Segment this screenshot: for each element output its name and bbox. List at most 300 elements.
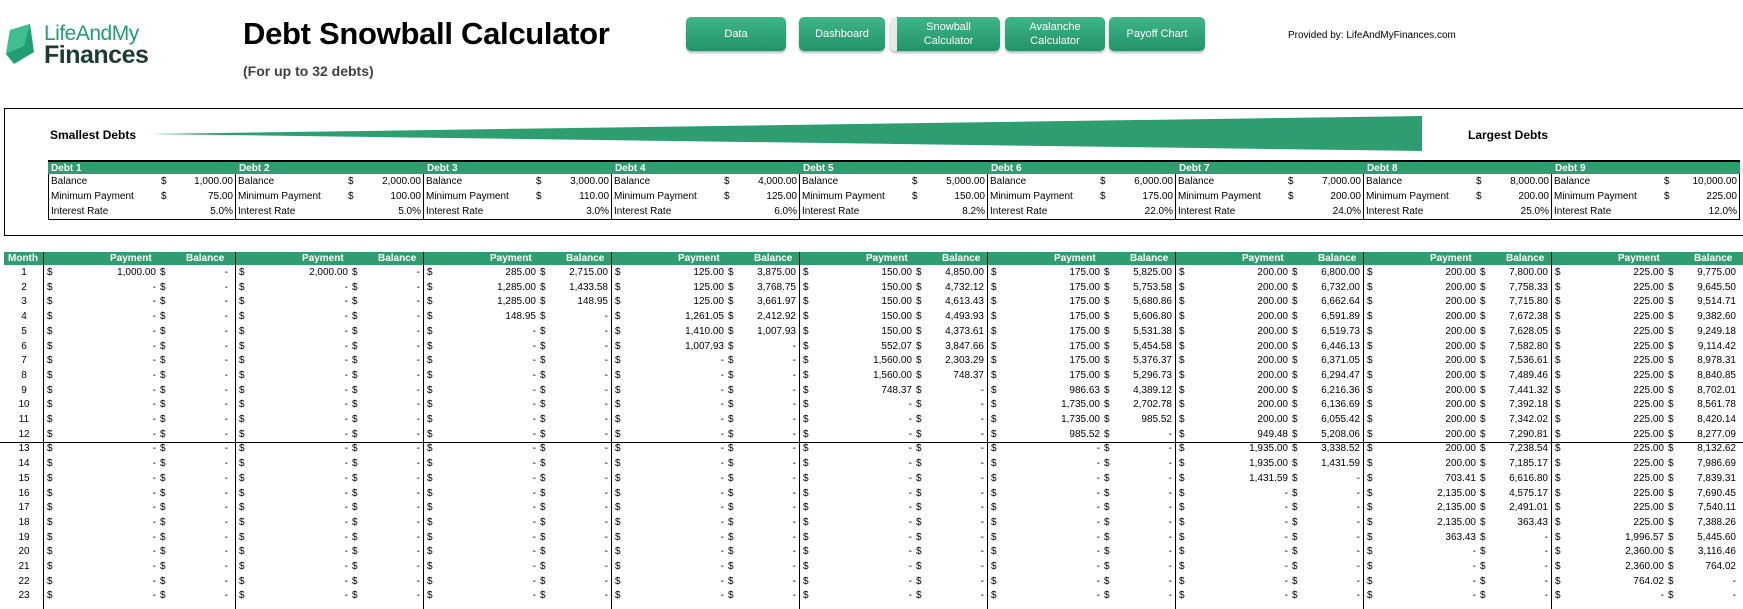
- currency-symbol: $: [1292, 502, 1298, 514]
- payment-cell: 125.00: [693, 281, 724, 293]
- balance-cell: 3,875.00: [757, 267, 796, 278]
- balance-cell: -: [792, 561, 796, 572]
- debt-name: Debt 7: [1176, 160, 1364, 174]
- payment-cell: 200.00: [1445, 428, 1476, 440]
- payment-cell: -: [1660, 590, 1664, 602]
- currency-symbol: $: [1555, 414, 1561, 425]
- minimum-value[interactable]: 200.00: [1518, 191, 1549, 202]
- currency-symbol: $: [1104, 311, 1110, 323]
- payment-cell: 2,135.00: [1437, 502, 1476, 514]
- currency-symbol: $: [1480, 281, 1486, 293]
- balance-value[interactable]: 10,000.00: [1692, 176, 1737, 187]
- currency-symbol: $: [1179, 311, 1185, 323]
- currency-symbol: $: [160, 487, 166, 499]
- payment-cell: 200.00: [1445, 340, 1476, 352]
- payment-cell: -: [152, 399, 156, 411]
- currency-symbol: $: [540, 546, 546, 558]
- balance-cell: -: [604, 340, 608, 352]
- payment-cell: -: [1284, 516, 1288, 528]
- currency-symbol: $: [160, 575, 166, 587]
- payment-cell: 200.00: [1445, 281, 1476, 293]
- rate-value[interactable]: 6.0%: [774, 206, 797, 217]
- nav-button-dashboard[interactable]: Dashboard: [799, 17, 885, 51]
- payment-header: Payment: [490, 253, 532, 264]
- currency-symbol: $: [1555, 340, 1561, 352]
- debt-summary-block: [1552, 160, 1740, 220]
- smallest-debts-label: Smallest Debts: [50, 128, 137, 142]
- rate-label: Interest Rate: [990, 206, 1048, 217]
- currency-symbol: $: [239, 340, 245, 352]
- currency-symbol: $: [1179, 443, 1185, 455]
- balance-row: [1364, 174, 1551, 189]
- currency-symbol: $: [916, 575, 922, 587]
- table-row: [4, 560, 1743, 575]
- currency-symbol: $: [1555, 355, 1561, 367]
- currency-symbol: $: [352, 561, 358, 572]
- currency-symbol: $: [352, 575, 358, 587]
- currency-symbol: $: [1292, 458, 1298, 470]
- currency-symbol: $: [160, 340, 166, 352]
- currency-symbol: $: [239, 369, 245, 381]
- currency-symbol: $: [803, 281, 809, 293]
- balance-cell: -: [980, 384, 984, 396]
- currency-symbol: $: [239, 414, 245, 425]
- payment-cell: 200.00: [1445, 443, 1476, 455]
- balance-cell: -: [416, 399, 420, 411]
- payment-cell: -: [152, 325, 156, 337]
- month-cell: 12: [18, 428, 30, 440]
- currency-symbol: $: [803, 384, 809, 396]
- minimum-value[interactable]: 225.00: [1706, 191, 1737, 202]
- rate-value[interactable]: 22.0%: [1144, 206, 1173, 217]
- nav-button-snowball-calculator[interactable]: Snowball Calculator: [890, 17, 1000, 51]
- payment-cell: -: [720, 443, 724, 455]
- currency-symbol: $: [728, 472, 734, 484]
- currency-symbol: $: [1179, 414, 1185, 425]
- minimum-value[interactable]: 75.00: [207, 191, 233, 202]
- balance-cell: 5,531.38: [1133, 325, 1172, 337]
- rate-value[interactable]: 25.0%: [1520, 206, 1549, 217]
- payment-cell: 225.00: [1633, 384, 1664, 396]
- payment-cell: 985.52: [1069, 428, 1100, 440]
- balance-row: [1176, 174, 1363, 189]
- currency-symbol: $: [991, 516, 997, 528]
- currency-symbol: $: [1555, 575, 1561, 587]
- balance-cell: 5,376.37: [1133, 355, 1172, 367]
- currency-symbol: $: [1367, 502, 1373, 514]
- balance-cell: -: [416, 516, 420, 528]
- currency-symbol: $: [1668, 502, 1674, 514]
- payment-cell: 175.00: [1069, 325, 1100, 337]
- debt-summary-block: [988, 160, 1176, 220]
- currency-symbol: $: [1668, 458, 1674, 470]
- payment-cell: 2,360.00: [1625, 561, 1664, 572]
- balance-cell: 764.02: [1705, 561, 1736, 572]
- payment-cell: 200.00: [1257, 369, 1288, 381]
- balance-cell: 6,446.13: [1321, 340, 1360, 352]
- currency-symbol: $: [916, 325, 922, 337]
- payment-cell: 200.00: [1257, 267, 1288, 278]
- balance-cell: -: [1356, 561, 1360, 572]
- payment-cell: 148.95: [505, 311, 536, 323]
- currency-symbol: $: [540, 384, 546, 396]
- month-cell: 16: [18, 487, 30, 499]
- nav-button-avalanche-calculator[interactable]: Avalanche Calculator: [1005, 17, 1105, 51]
- payment-cell: 200.00: [1445, 369, 1476, 381]
- currency-symbol: $: [239, 546, 245, 558]
- currency-symbol: $: [352, 296, 358, 308]
- table-row: [4, 310, 1743, 325]
- currency-symbol: $: [916, 311, 922, 323]
- currency-symbol: $: [47, 516, 53, 528]
- currency-symbol: $: [1480, 546, 1486, 558]
- payment-cell: -: [532, 590, 536, 602]
- currency-symbol: $: [1555, 516, 1561, 528]
- minimum-value[interactable]: 175.00: [1142, 191, 1173, 202]
- debt-name: Debt 4: [612, 160, 800, 174]
- payment-header: Payment: [1430, 253, 1472, 264]
- payment-cell: 1,261.05: [685, 311, 724, 323]
- currency-symbol: $: [47, 428, 53, 440]
- currency-symbol: $: [540, 575, 546, 587]
- payment-cell: 225.00: [1633, 267, 1664, 278]
- currency-symbol: $: [540, 340, 546, 352]
- currency-symbol: $: [991, 311, 997, 323]
- balance-row: [800, 174, 987, 189]
- payment-cell: -: [1096, 575, 1100, 587]
- balance-cell: -: [224, 443, 228, 455]
- balance-cell: -: [224, 267, 228, 278]
- payment-cell: 225.00: [1633, 399, 1664, 411]
- payment-cell: 1,735.00: [1061, 414, 1100, 425]
- balance-cell: -: [792, 472, 796, 484]
- currency-symbol: $: [1292, 428, 1298, 440]
- currency-symbol: $: [1179, 502, 1185, 514]
- rate-value[interactable]: 5.0%: [210, 206, 233, 217]
- currency-symbol: $: [239, 281, 245, 293]
- minimum-value[interactable]: 200.00: [1330, 191, 1361, 202]
- balance-value[interactable]: 2,000.00: [382, 176, 421, 187]
- rate-value[interactable]: 8.2%: [962, 206, 985, 217]
- payment-cell: 225.00: [1633, 325, 1664, 337]
- currency-symbol: $: [47, 487, 53, 499]
- payment-cell: 225.00: [1633, 369, 1664, 381]
- currency-symbol: $: [427, 428, 433, 440]
- balance-cell: -: [604, 516, 608, 528]
- currency-symbol: $: [1179, 487, 1185, 499]
- balance-cell: 4,850.00: [945, 267, 984, 278]
- currency-symbol: $: [991, 546, 997, 558]
- currency-symbol: $: [916, 487, 922, 499]
- currency-symbol: $: [728, 458, 734, 470]
- currency-symbol: $: [1480, 516, 1486, 528]
- currency-symbol: $: [1668, 355, 1674, 367]
- balance-cell: -: [416, 340, 420, 352]
- debt-summary-rows: [1552, 174, 1740, 220]
- payment-cell: -: [152, 296, 156, 308]
- currency-symbol: $: [352, 325, 358, 337]
- balance-cell: -: [792, 399, 796, 411]
- minimum-value[interactable]: 125.00: [766, 191, 797, 202]
- currency-symbol: $: [803, 296, 809, 308]
- payment-cell: -: [344, 458, 348, 470]
- currency-symbol: $: [1292, 443, 1298, 455]
- payment-header: Payment: [302, 253, 344, 264]
- currency-symbol: $: [352, 369, 358, 381]
- balance-label: Balance: [614, 176, 651, 187]
- currency-symbol: $: [728, 325, 734, 337]
- currency-symbol: $: [427, 472, 433, 484]
- currency-symbol: $: [1668, 267, 1674, 278]
- balance-cell: -: [980, 443, 984, 455]
- balance-cell: 8,561.78: [1697, 399, 1736, 411]
- currency-symbol: $: [1367, 399, 1373, 411]
- balance-cell: 7,715.80: [1509, 296, 1548, 308]
- currency-symbol: $: [1179, 267, 1185, 278]
- table-row: [4, 340, 1743, 355]
- currency-symbol: $: [160, 428, 166, 440]
- balance-cell: -: [224, 414, 228, 425]
- month-cell: 8: [21, 369, 27, 381]
- balance-cell: 2,412.92: [757, 311, 796, 323]
- balance-cell: -: [792, 487, 796, 499]
- currency-symbol: $: [540, 472, 546, 484]
- currency-symbol: $: [427, 414, 433, 425]
- balance-value[interactable]: 6,000.00: [1134, 176, 1173, 187]
- rate-row: [1364, 204, 1551, 219]
- currency-symbol: $: [239, 472, 245, 484]
- balance-cell: -: [224, 531, 228, 543]
- minimum-row: [1552, 189, 1739, 204]
- currency-symbol: $: [160, 399, 166, 411]
- nav-button-payoff-chart[interactable]: Payoff Chart: [1109, 17, 1205, 51]
- minimum-row: [1364, 189, 1551, 204]
- payment-cell: -: [720, 531, 724, 543]
- payment-cell: -: [1284, 546, 1288, 558]
- payment-cell: -: [1472, 546, 1476, 558]
- currency-symbol: $: [1480, 369, 1486, 381]
- currency-symbol: $: [1668, 311, 1674, 323]
- currency-symbol: $: [239, 267, 245, 278]
- currency-symbol: $: [916, 267, 922, 278]
- payment-cell: 200.00: [1257, 399, 1288, 411]
- month-cell: 7: [21, 355, 27, 367]
- balance-cell: -: [224, 355, 228, 367]
- currency-symbol: $: [160, 311, 166, 323]
- balance-cell: 3,661.97: [757, 296, 796, 308]
- payment-cell: -: [532, 340, 536, 352]
- month-cell: 6: [21, 340, 27, 352]
- currency-symbol: $: [1480, 487, 1486, 499]
- currency-symbol: $: [615, 340, 621, 352]
- currency-symbol: $: [427, 267, 433, 278]
- currency-symbol: $: [1668, 369, 1674, 381]
- payment-cell: 1,560.00: [873, 369, 912, 381]
- currency-symbol: $: [540, 267, 546, 278]
- minimum-value[interactable]: 110.00: [579, 191, 609, 202]
- currency-symbol: $: [1668, 561, 1674, 572]
- balance-cell: -: [224, 311, 228, 323]
- balance-cell: 7,536.61: [1509, 355, 1548, 367]
- currency-symbol: $: [1288, 176, 1294, 187]
- currency-symbol: $: [803, 369, 809, 381]
- balance-cell: 7,185.17: [1509, 458, 1548, 470]
- payment-cell: -: [344, 590, 348, 602]
- balance-cell: 7,758.33: [1509, 281, 1548, 293]
- currency-symbol: $: [615, 531, 621, 543]
- balance-cell: -: [1356, 590, 1360, 602]
- payment-cell: -: [720, 369, 724, 381]
- currency-symbol: $: [1367, 311, 1373, 323]
- currency-symbol: $: [160, 502, 166, 514]
- payment-cell: 363.43: [1445, 531, 1476, 543]
- payment-cell: -: [344, 516, 348, 528]
- currency-symbol: $: [724, 191, 730, 202]
- largest-debts-label: Largest Debts: [1468, 128, 1549, 142]
- currency-symbol: $: [1480, 399, 1486, 411]
- balance-header: Balance: [1130, 253, 1169, 264]
- month-cell: 4: [21, 311, 27, 323]
- currency-symbol: $: [540, 296, 546, 308]
- currency-symbol: $: [1555, 267, 1561, 278]
- currency-symbol: $: [1367, 575, 1373, 587]
- balance-cell: 7,672.38: [1509, 311, 1548, 323]
- payment-cell: 200.00: [1445, 267, 1476, 278]
- currency-symbol: $: [1179, 340, 1185, 352]
- payment-cell: 200.00: [1257, 281, 1288, 293]
- currency-symbol: $: [47, 325, 53, 337]
- currency-symbol: $: [615, 575, 621, 587]
- minimum-row: [49, 189, 235, 204]
- debt-name: Debt 5: [800, 160, 988, 174]
- balance-cell: -: [792, 384, 796, 396]
- rate-value[interactable]: 24.0%: [1332, 206, 1361, 217]
- payment-cell: 200.00: [1445, 414, 1476, 425]
- balance-cell: -: [1356, 472, 1360, 484]
- balance-cell: 8,978.31: [1697, 355, 1736, 367]
- payment-cell: -: [720, 487, 724, 499]
- currency-symbol: $: [1367, 590, 1373, 602]
- balance-value[interactable]: 3,000.00: [570, 176, 609, 187]
- currency-symbol: $: [1480, 458, 1486, 470]
- balance-label: Balance: [426, 176, 463, 187]
- currency-symbol: $: [728, 590, 734, 602]
- currency-symbol: $: [160, 384, 166, 396]
- currency-symbol: $: [160, 472, 166, 484]
- month-cell: 14: [18, 458, 30, 470]
- currency-symbol: $: [1668, 546, 1674, 558]
- balance-value[interactable]: 8,000.00: [1510, 176, 1549, 187]
- currency-symbol: $: [160, 281, 166, 293]
- currency-symbol: $: [916, 590, 922, 602]
- payment-cell: -: [344, 296, 348, 308]
- balance-cell: 5,296.73: [1133, 369, 1172, 381]
- payment-cell: -: [720, 590, 724, 602]
- balance-cell: 6,216.36: [1321, 384, 1360, 396]
- nav-button-data[interactable]: Data: [686, 17, 786, 51]
- payment-cell: -: [1096, 472, 1100, 484]
- currency-symbol: $: [1292, 399, 1298, 411]
- balance-label: Balance: [1366, 176, 1403, 187]
- balance-cell: 7,540.11: [1697, 502, 1736, 514]
- payment-cell: -: [532, 531, 536, 543]
- balance-cell: -: [224, 428, 228, 440]
- currency-symbol: $: [1367, 384, 1373, 396]
- payment-cell: 1,410.00: [685, 325, 724, 337]
- rate-value[interactable]: 12.0%: [1708, 206, 1737, 217]
- balance-cell: 2,491.01: [1509, 502, 1548, 514]
- currency-symbol: $: [803, 575, 809, 587]
- rate-value[interactable]: 5.0%: [398, 206, 421, 217]
- currency-symbol: $: [427, 458, 433, 470]
- minimum-row: [800, 189, 987, 204]
- currency-symbol: $: [916, 281, 922, 293]
- minimum-value[interactable]: 150.00: [954, 191, 985, 202]
- balance-cell: -: [1168, 531, 1172, 543]
- currency-symbol: $: [1668, 590, 1674, 602]
- table-row: [4, 516, 1743, 531]
- payment-cell: 150.00: [881, 311, 912, 323]
- minimum-value[interactable]: 100.00: [390, 191, 421, 202]
- balance-value[interactable]: 4,000.00: [758, 176, 797, 187]
- currency-symbol: $: [991, 296, 997, 308]
- currency-symbol: $: [352, 399, 358, 411]
- currency-symbol: $: [1292, 311, 1298, 323]
- currency-symbol: $: [348, 176, 354, 187]
- currency-symbol: $: [427, 384, 433, 396]
- debt-summary-rows: [800, 174, 988, 220]
- balance-cell: 5,680.86: [1133, 296, 1172, 308]
- payment-cell: -: [152, 546, 156, 558]
- balance-cell: -: [224, 546, 228, 558]
- payment-cell: -: [908, 458, 912, 470]
- payment-cell: -: [908, 590, 912, 602]
- payment-cell: -: [908, 487, 912, 499]
- balance-cell: 6,136.69: [1321, 399, 1360, 411]
- table-row: [4, 428, 1743, 443]
- payment-cell: 150.00: [881, 281, 912, 293]
- currency-symbol: $: [47, 502, 53, 514]
- payment-cell: -: [908, 531, 912, 543]
- balance-value[interactable]: 7,000.00: [1322, 176, 1361, 187]
- currency-symbol: $: [916, 414, 922, 425]
- payment-cell: 125.00: [693, 267, 724, 278]
- currency-symbol: $: [728, 384, 734, 396]
- currency-symbol: $: [991, 443, 997, 455]
- currency-symbol: $: [803, 414, 809, 425]
- balance-cell: -: [604, 472, 608, 484]
- month-cell: 18: [18, 516, 30, 528]
- currency-symbol: $: [47, 414, 53, 425]
- currency-symbol: $: [803, 472, 809, 484]
- table-row: [4, 545, 1743, 560]
- balance-value[interactable]: 5,000.00: [946, 176, 985, 187]
- rate-row: [424, 204, 611, 219]
- rate-value[interactable]: 3.0%: [586, 206, 609, 217]
- balance-cell: 2,715.00: [569, 267, 608, 278]
- currency-symbol: $: [916, 458, 922, 470]
- currency-symbol: $: [161, 191, 167, 202]
- table-row: [4, 413, 1743, 428]
- balance-label: Balance: [51, 176, 88, 187]
- balance-cell: -: [416, 502, 420, 514]
- payment-cell: -: [720, 399, 724, 411]
- balance-cell: 5,753.58: [1133, 281, 1172, 293]
- month-cell: 10: [18, 399, 30, 411]
- balance-value[interactable]: 1,000.00: [194, 176, 233, 187]
- currency-symbol: $: [803, 399, 809, 411]
- currency-symbol: $: [239, 575, 245, 587]
